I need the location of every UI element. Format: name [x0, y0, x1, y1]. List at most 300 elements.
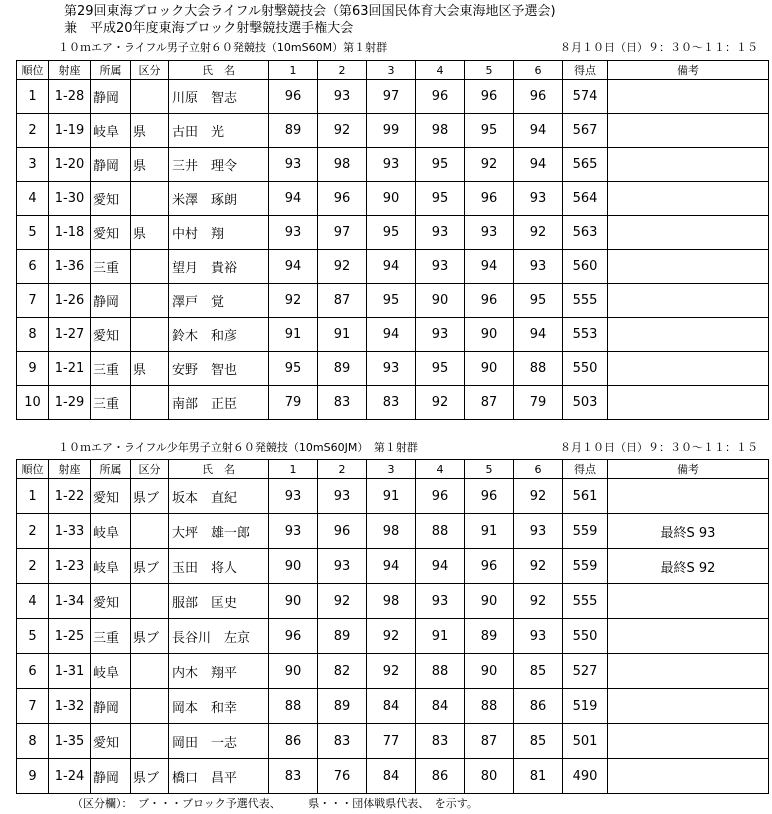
cell-cat: 県 [131, 216, 169, 250]
cell-s2: 87 [318, 284, 367, 318]
cell-pref: 静岡 [91, 80, 131, 114]
report-title: 第29回東海ブロック大会ライフル射撃競技会（第63回国民体育大会東海地区予選会) [64, 4, 556, 19]
cell-s4: 93 [416, 250, 465, 284]
cell-note [608, 689, 769, 724]
cell-lane: 1-31 [49, 654, 91, 689]
report-subtitle: 兼 平成20年度東海ブロック射撃競技選手権大会 [64, 21, 354, 36]
cell-s3: 97 [367, 80, 416, 114]
cell-total: 555 [563, 584, 608, 619]
cell-note [608, 619, 769, 654]
cell-name: 橋口 昌平 [169, 759, 269, 794]
cell-name: 岡本 和幸 [169, 689, 269, 724]
cell-note [608, 386, 769, 420]
cell-total: 550 [563, 619, 608, 654]
column-header: 区分 [131, 61, 169, 80]
cell-s1: 94 [269, 182, 318, 216]
cell-s6: 94 [514, 114, 563, 148]
cell-name: 岡田 一志 [169, 724, 269, 759]
cell-lane: 1-25 [49, 619, 91, 654]
cell-lane: 1-35 [49, 724, 91, 759]
cell-name: 内木 翔平 [169, 654, 269, 689]
cell-total: 559 [563, 549, 608, 584]
cell-s1: 92 [269, 284, 318, 318]
cell-cat: 県ブ [131, 619, 169, 654]
cell-cat [131, 584, 169, 619]
cell-s3: 90 [367, 182, 416, 216]
column-header: 2 [318, 460, 367, 479]
cell-name: 米澤 琢朗 [169, 182, 269, 216]
cell-cat [131, 724, 169, 759]
cell-s1: 91 [269, 318, 318, 352]
cell-s4: 93 [416, 216, 465, 250]
column-header: 2 [318, 61, 367, 80]
cell-name: 古田 光 [169, 114, 269, 148]
cell-s3: 98 [367, 514, 416, 549]
cell-total: 564 [563, 182, 608, 216]
cell-pref: 三重 [91, 250, 131, 284]
cell-pref: 岐阜 [91, 514, 131, 549]
cell-lane: 1-22 [49, 479, 91, 514]
cell-cat: 県 [131, 352, 169, 386]
cell-cat [131, 514, 169, 549]
cell-total: 559 [563, 514, 608, 549]
cell-cat: 県ブ [131, 479, 169, 514]
cell-s2: 97 [318, 216, 367, 250]
column-header: 3 [367, 61, 416, 80]
cell-name: 鈴木 和彦 [169, 318, 269, 352]
cell-note [608, 182, 769, 216]
cell-total: 555 [563, 284, 608, 318]
cell-total: 550 [563, 352, 608, 386]
cell-s1: 86 [269, 724, 318, 759]
cell-s5: 89 [465, 619, 514, 654]
cell-name: 服部 匡史 [169, 584, 269, 619]
cell-rank: 1 [17, 80, 49, 114]
cell-note [608, 584, 769, 619]
cell-s2: 91 [318, 318, 367, 352]
cell-pref: 愛知 [91, 182, 131, 216]
cell-s5: 90 [465, 318, 514, 352]
cell-s3: 94 [367, 549, 416, 584]
cell-lane: 1-21 [49, 352, 91, 386]
cell-s4: 95 [416, 148, 465, 182]
cell-lane: 1-24 [49, 759, 91, 794]
cell-s3: 94 [367, 250, 416, 284]
cell-s4: 98 [416, 114, 465, 148]
cell-s6: 94 [514, 318, 563, 352]
cell-lane: 1-32 [49, 689, 91, 724]
cell-rank: 10 [17, 386, 49, 420]
cell-note [608, 352, 769, 386]
cell-s6: 81 [514, 759, 563, 794]
cell-s3: 77 [367, 724, 416, 759]
cell-s3: 92 [367, 654, 416, 689]
cell-cat [131, 318, 169, 352]
cell-s6: 92 [514, 216, 563, 250]
cell-note: 最終S 93 [608, 514, 769, 549]
cell-total: 501 [563, 724, 608, 759]
table-row [17, 549, 769, 584]
cell-rank: 8 [17, 318, 49, 352]
cell-total: 565 [563, 148, 608, 182]
cell-s1: 93 [269, 148, 318, 182]
column-header: 5 [465, 460, 514, 479]
cell-rank: 5 [17, 619, 49, 654]
cell-s1: 94 [269, 250, 318, 284]
cell-s5: 90 [465, 654, 514, 689]
column-header: 備考 [608, 460, 769, 479]
cell-note: 最終S 92 [608, 549, 769, 584]
table-row [17, 114, 769, 148]
cell-s6: 95 [514, 284, 563, 318]
cell-name: 中村 翔 [169, 216, 269, 250]
event2-results-table [16, 459, 769, 794]
cell-s4: 84 [416, 689, 465, 724]
table-row [17, 479, 769, 514]
cell-s3: 95 [367, 216, 416, 250]
cell-s3: 99 [367, 114, 416, 148]
cell-s6: 88 [514, 352, 563, 386]
cell-s1: 90 [269, 654, 318, 689]
cell-s5: 87 [465, 724, 514, 759]
cell-rank: 2 [17, 549, 49, 584]
column-header: 氏 名 [169, 61, 269, 80]
cell-s6: 79 [514, 386, 563, 420]
cell-s4: 96 [416, 479, 465, 514]
cell-rank: 7 [17, 284, 49, 318]
column-header: 順位 [17, 460, 49, 479]
cell-rank: 9 [17, 352, 49, 386]
cell-cat: 県ブ [131, 759, 169, 794]
cell-total: 560 [563, 250, 608, 284]
cell-cat [131, 654, 169, 689]
event1-title: １０ｍエア・ライフル男子立射６０発競技（10mS60M）第１射群 [58, 41, 388, 54]
cell-pref: 三重 [91, 352, 131, 386]
cell-s3: 92 [367, 619, 416, 654]
column-header: 4 [416, 61, 465, 80]
cell-s2: 76 [318, 759, 367, 794]
cell-s6: 93 [514, 182, 563, 216]
cell-s1: 79 [269, 386, 318, 420]
cell-pref: 愛知 [91, 584, 131, 619]
cell-pref: 岐阜 [91, 549, 131, 584]
cell-s5: 87 [465, 386, 514, 420]
cell-s2: 89 [318, 689, 367, 724]
cell-name: 川原 智志 [169, 80, 269, 114]
cell-s5: 94 [465, 250, 514, 284]
cell-s6: 92 [514, 584, 563, 619]
column-header: 得点 [563, 460, 608, 479]
column-header: 4 [416, 460, 465, 479]
column-header: 備考 [608, 61, 769, 80]
cell-rank: 9 [17, 759, 49, 794]
cell-s2: 93 [318, 549, 367, 584]
cell-s5: 96 [465, 284, 514, 318]
table-row [17, 584, 769, 619]
column-header: 所属 [91, 460, 131, 479]
cell-s5: 96 [465, 182, 514, 216]
cell-s6: 96 [514, 80, 563, 114]
column-header: 6 [514, 460, 563, 479]
cell-lane: 1-18 [49, 216, 91, 250]
cell-s4: 96 [416, 80, 465, 114]
cell-s5: 93 [465, 216, 514, 250]
table-row [17, 724, 769, 759]
cell-s6: 92 [514, 479, 563, 514]
cell-s4: 95 [416, 182, 465, 216]
cell-name: 三井 理令 [169, 148, 269, 182]
table-row [17, 759, 769, 794]
cell-s6: 92 [514, 549, 563, 584]
cell-lane: 1-19 [49, 114, 91, 148]
table-row [17, 352, 769, 386]
cell-note [608, 148, 769, 182]
event2-datetime: ８月１０日（日）９：３０～１１：１５ [560, 441, 758, 454]
cell-lane: 1-27 [49, 318, 91, 352]
cell-rank: 2 [17, 114, 49, 148]
cell-pref: 静岡 [91, 284, 131, 318]
table-row [17, 318, 769, 352]
column-header: 3 [367, 460, 416, 479]
cell-name: 安野 智也 [169, 352, 269, 386]
table-row [17, 284, 769, 318]
cell-s2: 92 [318, 584, 367, 619]
cell-s2: 96 [318, 514, 367, 549]
cell-cat: 県 [131, 114, 169, 148]
cell-s1: 90 [269, 584, 318, 619]
column-header: 氏 名 [169, 460, 269, 479]
cell-rank: 6 [17, 250, 49, 284]
cell-pref: 岐阜 [91, 654, 131, 689]
cell-note [608, 318, 769, 352]
cell-s1: 89 [269, 114, 318, 148]
cell-s4: 91 [416, 619, 465, 654]
column-header: 射座 [49, 61, 91, 80]
cell-s6: 93 [514, 619, 563, 654]
cell-s6: 85 [514, 654, 563, 689]
cell-s2: 96 [318, 182, 367, 216]
cell-rank: 3 [17, 148, 49, 182]
event1-datetime: ８月１０日（日）９：３０～１１：１５ [560, 41, 758, 54]
cell-name: 玉田 将人 [169, 549, 269, 584]
cell-s3: 84 [367, 689, 416, 724]
cell-s4: 83 [416, 724, 465, 759]
table-row [17, 514, 769, 549]
cell-s5: 80 [465, 759, 514, 794]
cell-note [608, 284, 769, 318]
cell-s1: 88 [269, 689, 318, 724]
cell-s5: 96 [465, 479, 514, 514]
column-header: 区分 [131, 460, 169, 479]
cell-note [608, 479, 769, 514]
cell-s2: 93 [318, 479, 367, 514]
cell-pref: 三重 [91, 619, 131, 654]
cell-note [608, 724, 769, 759]
cell-name: 坂本 直紀 [169, 479, 269, 514]
cell-pref: 愛知 [91, 318, 131, 352]
table-header-row [17, 61, 769, 80]
cell-s5: 90 [465, 352, 514, 386]
cell-cat: 県ブ [131, 549, 169, 584]
cell-note [608, 654, 769, 689]
cell-cat [131, 689, 169, 724]
cell-cat: 県 [131, 148, 169, 182]
cell-s3: 91 [367, 479, 416, 514]
cell-s1: 83 [269, 759, 318, 794]
cell-total: 503 [563, 386, 608, 420]
cell-s5: 90 [465, 584, 514, 619]
cell-pref: 三重 [91, 386, 131, 420]
cell-lane: 1-28 [49, 80, 91, 114]
table-row [17, 689, 769, 724]
cell-lane: 1-30 [49, 182, 91, 216]
table-row [17, 619, 769, 654]
cell-rank: 2 [17, 514, 49, 549]
cell-s2: 89 [318, 619, 367, 654]
cell-s5: 96 [465, 549, 514, 584]
cell-pref: 愛知 [91, 216, 131, 250]
cell-lane: 1-36 [49, 250, 91, 284]
cell-s3: 83 [367, 386, 416, 420]
cell-s4: 92 [416, 386, 465, 420]
table-row [17, 654, 769, 689]
cell-s2: 89 [318, 352, 367, 386]
cell-note [608, 759, 769, 794]
cell-s2: 92 [318, 114, 367, 148]
cell-name: 長谷川 左京 [169, 619, 269, 654]
cell-s6: 86 [514, 689, 563, 724]
cell-note [608, 114, 769, 148]
cell-s1: 93 [269, 479, 318, 514]
cell-cat [131, 250, 169, 284]
cell-rank: 8 [17, 724, 49, 759]
cell-s1: 95 [269, 352, 318, 386]
cell-s3: 94 [367, 318, 416, 352]
cell-rank: 1 [17, 479, 49, 514]
cell-s1: 90 [269, 549, 318, 584]
cell-note [608, 250, 769, 284]
cell-pref: 静岡 [91, 689, 131, 724]
column-header: 1 [269, 460, 318, 479]
cell-s6: 93 [514, 250, 563, 284]
event1-results-table [16, 60, 769, 420]
cell-note [608, 80, 769, 114]
table-row [17, 80, 769, 114]
cell-s2: 83 [318, 724, 367, 759]
cell-total: 527 [563, 654, 608, 689]
cell-s3: 93 [367, 148, 416, 182]
cell-s3: 93 [367, 352, 416, 386]
cell-s2: 92 [318, 250, 367, 284]
cell-s1: 96 [269, 80, 318, 114]
cell-rank: 5 [17, 216, 49, 250]
cell-s5: 92 [465, 148, 514, 182]
cell-s1: 96 [269, 619, 318, 654]
cell-rank: 7 [17, 689, 49, 724]
column-header: 得点 [563, 61, 608, 80]
cell-total: 490 [563, 759, 608, 794]
column-header: 1 [269, 61, 318, 80]
cell-name: 望月 貴裕 [169, 250, 269, 284]
cell-s1: 93 [269, 216, 318, 250]
cell-s2: 82 [318, 654, 367, 689]
cell-s6: 93 [514, 514, 563, 549]
column-header: 射座 [49, 460, 91, 479]
cell-cat [131, 80, 169, 114]
cell-lane: 1-20 [49, 148, 91, 182]
cell-s4: 95 [416, 352, 465, 386]
cell-s4: 93 [416, 584, 465, 619]
cell-s2: 93 [318, 80, 367, 114]
cell-s4: 88 [416, 514, 465, 549]
cell-s4: 94 [416, 549, 465, 584]
cell-rank: 6 [17, 654, 49, 689]
cell-cat [131, 182, 169, 216]
cell-pref: 愛知 [91, 479, 131, 514]
cell-s5: 88 [465, 689, 514, 724]
cell-s5: 95 [465, 114, 514, 148]
cell-note [608, 216, 769, 250]
cell-s4: 90 [416, 284, 465, 318]
cell-rank: 4 [17, 584, 49, 619]
category-legend: （区分欄）： ブ・・・ブロック予選代表、 県・・・団体戦県代表、 を示す。 [72, 797, 478, 810]
cell-total: 563 [563, 216, 608, 250]
column-header: 所属 [91, 61, 131, 80]
cell-lane: 1-26 [49, 284, 91, 318]
cell-lane: 1-33 [49, 514, 91, 549]
cell-s2: 98 [318, 148, 367, 182]
cell-total: 574 [563, 80, 608, 114]
cell-lane: 1-23 [49, 549, 91, 584]
cell-s4: 86 [416, 759, 465, 794]
cell-pref: 静岡 [91, 759, 131, 794]
table-row [17, 216, 769, 250]
cell-s5: 96 [465, 80, 514, 114]
cell-name: 澤戸 覚 [169, 284, 269, 318]
column-header: 順位 [17, 61, 49, 80]
cell-pref: 岐阜 [91, 114, 131, 148]
cell-pref: 愛知 [91, 724, 131, 759]
cell-name: 南部 正臣 [169, 386, 269, 420]
cell-total: 561 [563, 479, 608, 514]
table-row [17, 148, 769, 182]
column-header: 6 [514, 61, 563, 80]
cell-lane: 1-29 [49, 386, 91, 420]
cell-s6: 94 [514, 148, 563, 182]
table-row [17, 386, 769, 420]
cell-s4: 88 [416, 654, 465, 689]
cell-cat [131, 284, 169, 318]
cell-s3: 84 [367, 759, 416, 794]
table-row [17, 182, 769, 216]
cell-s2: 83 [318, 386, 367, 420]
cell-total: 553 [563, 318, 608, 352]
cell-total: 519 [563, 689, 608, 724]
cell-s6: 85 [514, 724, 563, 759]
table-row [17, 250, 769, 284]
cell-s5: 91 [465, 514, 514, 549]
column-header: 5 [465, 61, 514, 80]
cell-s4: 93 [416, 318, 465, 352]
cell-s3: 98 [367, 584, 416, 619]
cell-pref: 静岡 [91, 148, 131, 182]
cell-lane: 1-34 [49, 584, 91, 619]
cell-cat [131, 386, 169, 420]
cell-s1: 93 [269, 514, 318, 549]
cell-total: 567 [563, 114, 608, 148]
event2-title: １０ｍエア・ライフル少年男子立射６０発競技（10mS60JM） 第１射群 [58, 441, 418, 454]
cell-rank: 4 [17, 182, 49, 216]
